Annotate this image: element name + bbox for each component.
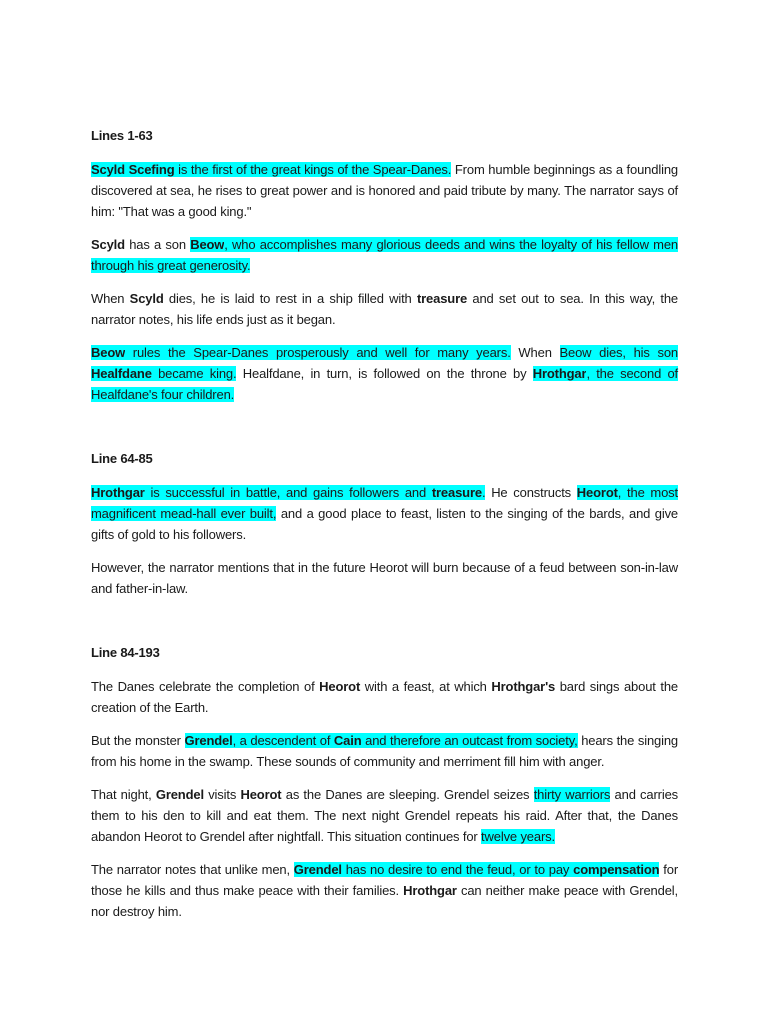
text-run: for those he kills and thus make peace with their families. — [91, 862, 679, 898]
paragraph — [91, 676, 678, 718]
highlighted-text: Grendel — [293, 862, 342, 877]
section-3 — [91, 644, 678, 922]
text-run: From humble beginnings as a foundling discovered at sea, he rises to great power and is honored and paid tribute by many. The narrator says of him: "That was a good king." — [91, 162, 678, 219]
section-spacer — [91, 417, 678, 450]
highlighted-text: . — [481, 485, 486, 500]
text-run: and carries them to his den to kill and eat them. The next night Grendel repeats his raid. After that, the Danes abandon Heorot to Grendel after nightfall. This situation continues for — [91, 787, 679, 844]
text-run: with a feast, at which — [360, 679, 492, 694]
highlighted-text: Hrothgar — [91, 485, 145, 500]
text-run: bard sings about the creation of the Earth. — [91, 679, 678, 715]
highlighted-text: , a descendent of — [232, 733, 334, 748]
highlighted-text: is the first of the great kings of the Spear-Danes. — [174, 162, 452, 177]
text-run: dies, he is laid to rest in a ship filled with — [163, 291, 417, 306]
highlighted-text: compensation — [573, 862, 660, 877]
highlighted-text: twelve years. — [481, 829, 555, 844]
paragraph — [91, 342, 678, 405]
text-run: He constructs — [485, 485, 577, 500]
highlighted-text: and therefore an outcast from society, — [361, 733, 578, 748]
section-heading: Line 84-193 — [91, 645, 160, 660]
section-2 — [91, 450, 678, 599]
text-run: But the monster — [91, 733, 185, 748]
paragraph — [91, 288, 678, 330]
highlighted-text: Scyld Scefing — [91, 162, 175, 177]
bold-term: Grendel — [155, 787, 204, 802]
highlighted-text: Heorot — [576, 485, 618, 500]
highlighted-text: has no desire to end the feud, or to pay — [341, 862, 574, 877]
highlighted-text: rules the Spear-Danes prosperously and well for many years. — [125, 345, 511, 360]
bold-term: Scyld — [129, 291, 164, 306]
highlighted-text: Cain — [333, 733, 362, 748]
bold-term: Heorot — [240, 787, 282, 802]
paragraph — [91, 859, 678, 922]
highlighted-text: , who accomplishes many glorious deeds and wins the loyalty of his fellow men through his great generosity. — [91, 237, 678, 273]
text-run: Healfdane, in turn, is followed on the throne by — [236, 366, 533, 381]
highlighted-text: thirty warriors — [533, 787, 611, 802]
paragraph — [91, 557, 678, 599]
section-heading: Lines 1-63 — [91, 128, 153, 143]
text-run: and a good place to feast, listen to the singing of the bards, and give gifts of gold to his followers. — [91, 506, 678, 542]
document-body — [91, 127, 678, 934]
highlighted-text: Beow dies, his son — [559, 345, 678, 360]
paragraph — [91, 784, 678, 847]
bold-term: Hrothgar — [403, 883, 457, 898]
bold-term: Hrothgar's — [491, 679, 556, 694]
highlighted-text: Beow — [91, 345, 126, 360]
text-run: However, the narrator mentions that in the future Heorot will burn because of a feud between son-in-law and father-in-law. — [91, 560, 678, 596]
highlighted-text: became king. — [151, 366, 237, 381]
text-run: When — [91, 291, 130, 306]
text-run: When — [510, 345, 560, 360]
highlighted-text: , the second of Healfdane's four children. — [91, 366, 678, 402]
text-run: That night, — [91, 787, 156, 802]
section-1 — [91, 127, 678, 405]
paragraph — [91, 234, 678, 276]
paragraph — [91, 159, 678, 222]
text-run: visits — [203, 787, 241, 802]
text-run: can neither make peace with Grendel, nor destroy him. — [91, 883, 678, 919]
bold-term: treasure — [416, 291, 468, 306]
section-heading: Line 64-85 — [91, 451, 153, 466]
text-run: and set out to sea. In this way, the narrator notes, his life ends just as it began. — [91, 291, 679, 327]
highlighted-text: , the most magnificent mead-hall ever built, — [91, 485, 678, 521]
highlighted-text: Beow — [190, 237, 225, 252]
highlighted-text: Grendel — [184, 733, 233, 748]
text-run: The Danes celebrate the completion of — [91, 679, 320, 694]
paragraph — [91, 482, 678, 545]
text-run: hears the singing from his home in the swamp. These sounds of community and merriment fill him with anger. — [91, 733, 678, 769]
highlighted-text: is successful in battle, and gains followers and — [144, 485, 432, 500]
bold-term: Scyld — [91, 237, 125, 252]
paragraph — [91, 730, 678, 772]
text-run: The narrator notes that unlike men, — [91, 862, 294, 877]
highlighted-text: Hrothgar — [532, 366, 587, 381]
section-spacer — [91, 611, 678, 644]
text-run: as the Danes are sleeping. Grendel seizes — [281, 787, 534, 802]
highlighted-text: treasure — [431, 485, 482, 500]
bold-term: Heorot — [319, 679, 361, 694]
text-run: has a son — [124, 237, 191, 252]
highlighted-text: Healfdane — [91, 366, 152, 381]
